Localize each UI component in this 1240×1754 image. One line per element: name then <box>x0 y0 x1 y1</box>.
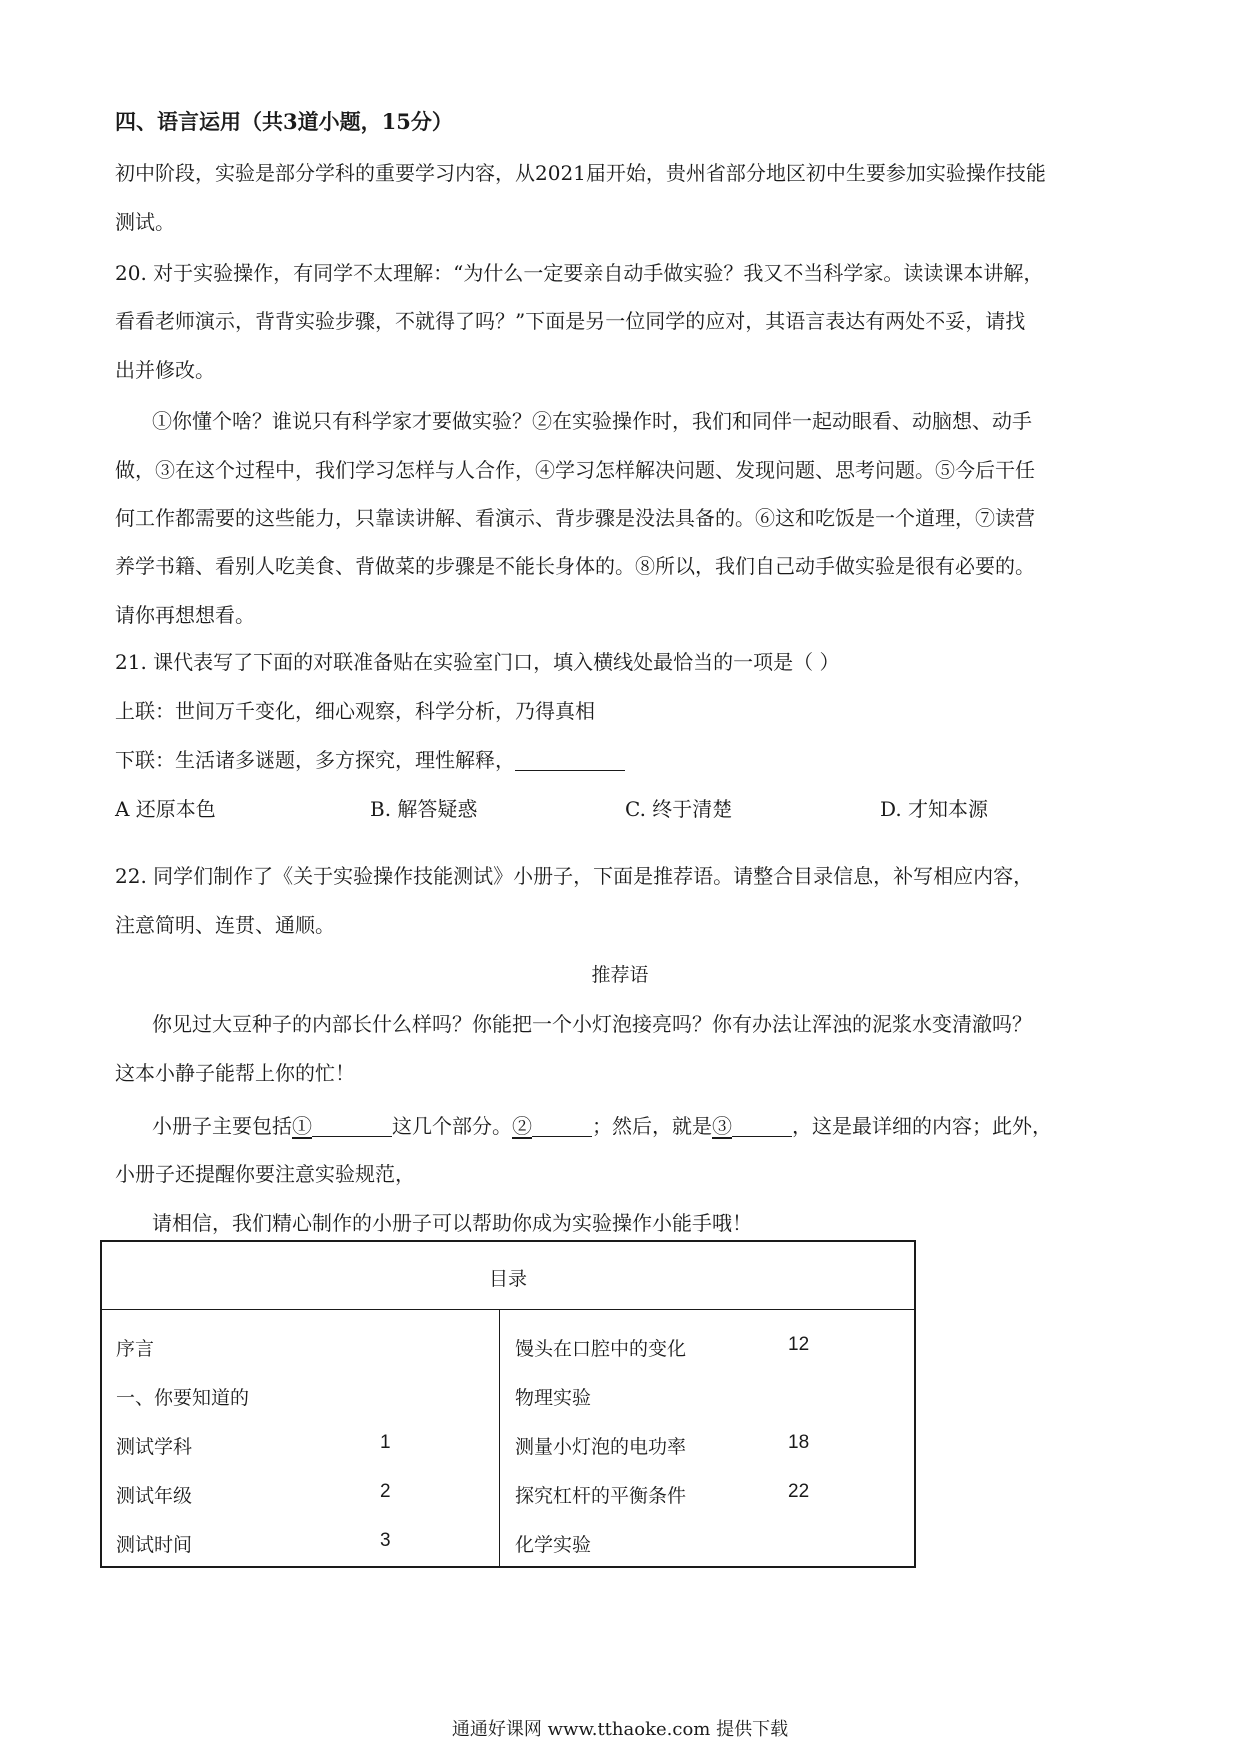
toc-header-row <box>102 1242 914 1310</box>
p2-text-b: 这几个部分。 <box>392 1114 512 1138</box>
recommendation-p2-line-1 <box>152 1110 1052 1139</box>
q21-option-c: C. 终于清楚 <box>625 797 733 821</box>
q21-upper-couplet: 上联：世间万千变化，细心观察，科学分析，乃得真相 <box>115 699 595 723</box>
toc-right-item: 物理实验 <box>515 1387 592 1409</box>
q21-option-a: A 还原本色 <box>115 797 216 821</box>
recommendation-p1-line-1: 你见过大豆种子的内部长什么样吗？你能把一个小灯泡接亮吗？你有办法让浑浊的泥浆水变清澈吗？ <box>152 1012 1032 1036</box>
q21-lower-couplet-text: 下联：生活诸多谜题，多方探究，理性解释， <box>115 748 515 772</box>
fill-blank-2 <box>532 1116 592 1137</box>
table-of-contents <box>100 1240 916 1568</box>
fill-blank-1 <box>312 1116 392 1137</box>
q21-option-b: B. 解答疑惑 <box>370 797 478 821</box>
q20-passage-line-3: 何工作都需要的这些能力，只靠读讲解、看演示、背步骤是没法具备的。⑥这和吃饭是一个道理，⑦读营 <box>115 506 1035 530</box>
q20-passage-line-1: ①你懂个啥？谁说只有科学家才要做实验？②在实验操作时，我们和同伴一起动眼看、动脑想、动手 <box>152 409 1032 433</box>
blank-marker-1: ① <box>292 1114 312 1138</box>
toc-right-item: 测量小灯泡的电功率 <box>515 1436 687 1458</box>
footer-source: 通通好课网 www.tthaoke.com 提供下载 <box>451 1719 789 1740</box>
q20-passage-line-4: 养学书籍、看别人吃美食、背做菜的步骤是不能长身体的。⑧所以，我们自己动手做实验是很有必要的。 <box>115 554 1035 578</box>
q20-stem-line-2: 看看老师演示，背背实验步骤，不就得了吗？”下面是另一位同学的应对，其语言表达有两处不妥，请找 <box>115 309 1026 333</box>
toc-right-page: 12 <box>788 1334 810 1355</box>
recommendation-title: 推荐语 <box>591 964 649 986</box>
toc-left-item: 测试时间 <box>116 1534 193 1556</box>
q21-lower-couplet <box>115 744 625 773</box>
toc-left-item: 序言 <box>116 1338 155 1360</box>
toc-left-item: 一、你要知道的 <box>116 1387 250 1409</box>
toc-title: 目录 <box>488 1268 527 1290</box>
q20-passage-line-2: 做，③在这个过程中，我们学习怎样与人合作，④学习怎样解决问题、发现问题、思考问题。⑤今后干任 <box>115 458 1035 482</box>
toc-left-item: 测试学科 <box>116 1436 193 1458</box>
toc-column-divider <box>499 1309 500 1568</box>
q22-stem-line-2: 注意简明、连贯、通顺。 <box>115 913 335 937</box>
p2-text-d: ，这是最详细的内容；此外， <box>792 1114 1052 1138</box>
fill-blank-3 <box>732 1116 792 1137</box>
toc-left-page: 3 <box>380 1530 391 1551</box>
p2-text-a: 小册子主要包括 <box>152 1114 292 1138</box>
recommendation-p2-line-2: 小册子还提醒你要注意实验规范， <box>115 1162 415 1186</box>
q21-stem: 21. 课代表写了下面的对联准备贴在实验室门口，填入横线处最恰当的一项是（ ） <box>115 650 840 674</box>
answer-blank <box>515 750 625 771</box>
q20-passage-line-5: 请你再想想看。 <box>115 603 255 627</box>
toc-left-page: 1 <box>380 1432 391 1453</box>
section-title: 四、语言运用（共3道小题，15分） <box>115 109 453 134</box>
section-intro-line-2: 测试。 <box>115 210 175 234</box>
toc-right-item: 化学实验 <box>515 1534 592 1556</box>
p2-text-c: ；然后，就是 <box>592 1114 712 1138</box>
recommendation-p3: 请相信，我们精心制作的小册子可以帮助你成为实验操作小能手哦！ <box>152 1211 752 1235</box>
toc-left-page: 2 <box>380 1481 391 1502</box>
q22-stem-line-1: 22. 同学们制作了《关于实验操作技能测试》小册子，下面是推荐语。请整合目录信息，补写相应内容， <box>115 864 1034 888</box>
toc-right-page: 22 <box>788 1481 810 1502</box>
recommendation-p1-line-2: 这本小静子能帮上你的忙！ <box>115 1061 355 1085</box>
section-intro-line-1: 初中阶段，实验是部分学科的重要学习内容，从2021届开始，贵州省部分地区初中生要参加实验操作技能 <box>115 161 1046 185</box>
toc-right-item: 探究杠杆的平衡条件 <box>515 1485 687 1507</box>
q20-stem-line-1: 20. 对于实验操作，有同学不太理解：“为什么一定要亲自动手做实验？我又不当科学家。读读课本讲解， <box>115 261 1044 285</box>
blank-marker-3: ③ <box>712 1114 732 1138</box>
q20-stem-line-3: 出并修改。 <box>115 358 215 382</box>
blank-marker-2: ② <box>512 1114 532 1138</box>
q21-option-d: D. 才知本源 <box>880 797 989 821</box>
toc-right-page: 18 <box>788 1432 810 1453</box>
toc-right-item: 馒头在口腔中的变化 <box>515 1338 687 1360</box>
toc-left-item: 测试年级 <box>116 1485 193 1507</box>
